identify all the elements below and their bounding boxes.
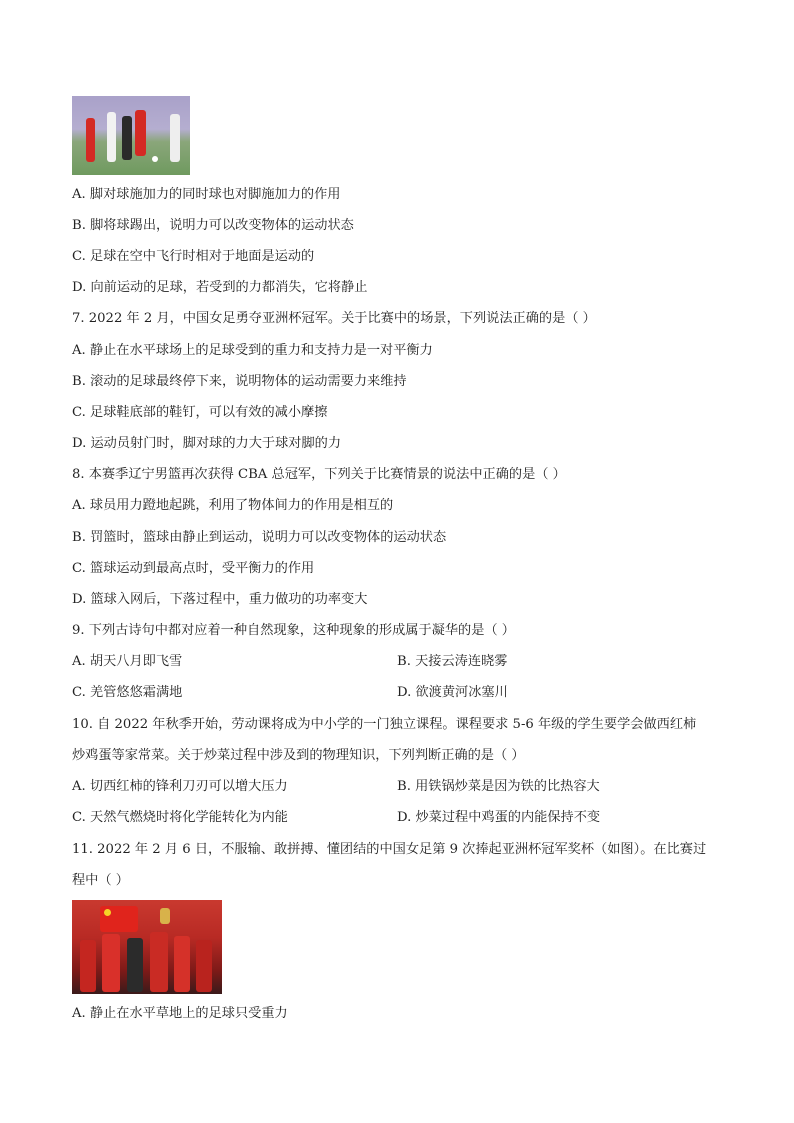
player-figure: [122, 116, 132, 160]
q11-stem-line2: 程中（ ）: [72, 873, 129, 888]
q10-stem-line2: 炒鸡蛋等家常菜。关于炒菜过程中涉及到的物理知识，下列判断正确的是（ ）: [72, 748, 525, 763]
player-figure: [86, 118, 95, 162]
q10-option-c: C. 天然气燃烧时将化学能转化为内能: [72, 810, 288, 825]
q6-option-c: C. 足球在空中飞行时相对于地面是运动的: [72, 249, 315, 264]
q8-option-c: C. 篮球运动到最高点时，受平衡力的作用: [72, 561, 315, 576]
q11-stem-line1: 11. 2022 年 2 月 6 日，不服输、敢拼搏、懂团结的中国女足第 9 次捧起亚洲杯冠军奖杯（如图）。在比赛过: [72, 842, 707, 857]
q6-option-b: B. 脚将球踢出，说明力可以改变物体的运动状态: [72, 218, 354, 233]
q9-option-a: A. 胡天八月即飞雪: [72, 654, 183, 669]
team-celebration-photo: [72, 900, 222, 994]
q6-option-d: D. 向前运动的足球，若受到的力都消失，它将静止: [72, 280, 368, 295]
ball-icon: [152, 156, 158, 162]
q7-stem: 7. 2022 年 2 月，中国女足勇夺亚洲杯冠军。关于比赛中的场景，下列说法正确的是（ ）: [72, 311, 596, 326]
q6-option-a: A. 脚对球施加力的同时球也对脚施加力的作用: [72, 187, 341, 202]
soccer-match-photo: [72, 96, 190, 175]
q8-option-b: B. 罚篮时，篮球由静止到运动，说明力可以改变物体的运动状态: [72, 530, 447, 545]
q7-option-d: D. 运动员射门时，脚对球的力大于球对脚的力: [72, 436, 342, 451]
trophy-icon: [160, 908, 170, 924]
q8-stem: 8. 本赛季辽宁男篮再次获得 CBA 总冠军，下列关于比赛情景的说法中正确的是（ ）: [72, 467, 566, 482]
q10-option-d: D. 炒菜过程中鸡蛋的内能保持不变: [397, 810, 601, 825]
q8-option-a: A. 球员用力蹬地起跳，利用了物体间力的作用是相互的: [72, 498, 394, 513]
player-figure: [102, 934, 120, 992]
q9-stem: 9. 下列古诗句中都对应着一种自然现象，这种现象的形成属于凝华的是（ ）: [72, 623, 515, 638]
q10-option-b: B. 用铁锅炒菜是因为铁的比热容大: [397, 779, 600, 794]
q9-option-d: D. 欲渡黄河冰塞川: [397, 685, 508, 700]
q7-option-a: A. 静止在水平球场上的足球受到的重力和支持力是一对平衡力: [72, 343, 433, 358]
q10-stem-line1: 10. 自 2022 年秋季开始，劳动课将成为中小学的一门独立课程。课程要求 5-6 年级的学生要学会做西红柿: [72, 717, 697, 732]
q11-option-a: A. 静止在水平草地上的足球只受重力: [72, 1006, 288, 1021]
player-figure: [150, 932, 168, 992]
player-figure: [127, 938, 143, 992]
player-figure: [107, 112, 116, 162]
q9-option-c: C. 羌管悠悠霜满地: [72, 685, 183, 700]
player-figure: [135, 110, 146, 156]
q9-option-b: B. 天接云涛连晓雾: [397, 654, 508, 669]
player-figure: [170, 114, 180, 162]
flag-star-icon: [104, 909, 111, 916]
player-figure: [196, 940, 212, 992]
q7-option-b: B. 滚动的足球最终停下来，说明物体的运动需要力来维持: [72, 374, 407, 389]
player-figure: [80, 940, 96, 992]
q10-option-a: A. 切西红柿的锋利刀刃可以增大压力: [72, 779, 288, 794]
q7-option-c: C. 足球鞋底部的鞋钉，可以有效的减小摩擦: [72, 405, 328, 420]
q8-option-d: D. 篮球入网后，下落过程中，重力做功的功率变大: [72, 592, 368, 607]
player-figure: [174, 936, 190, 992]
